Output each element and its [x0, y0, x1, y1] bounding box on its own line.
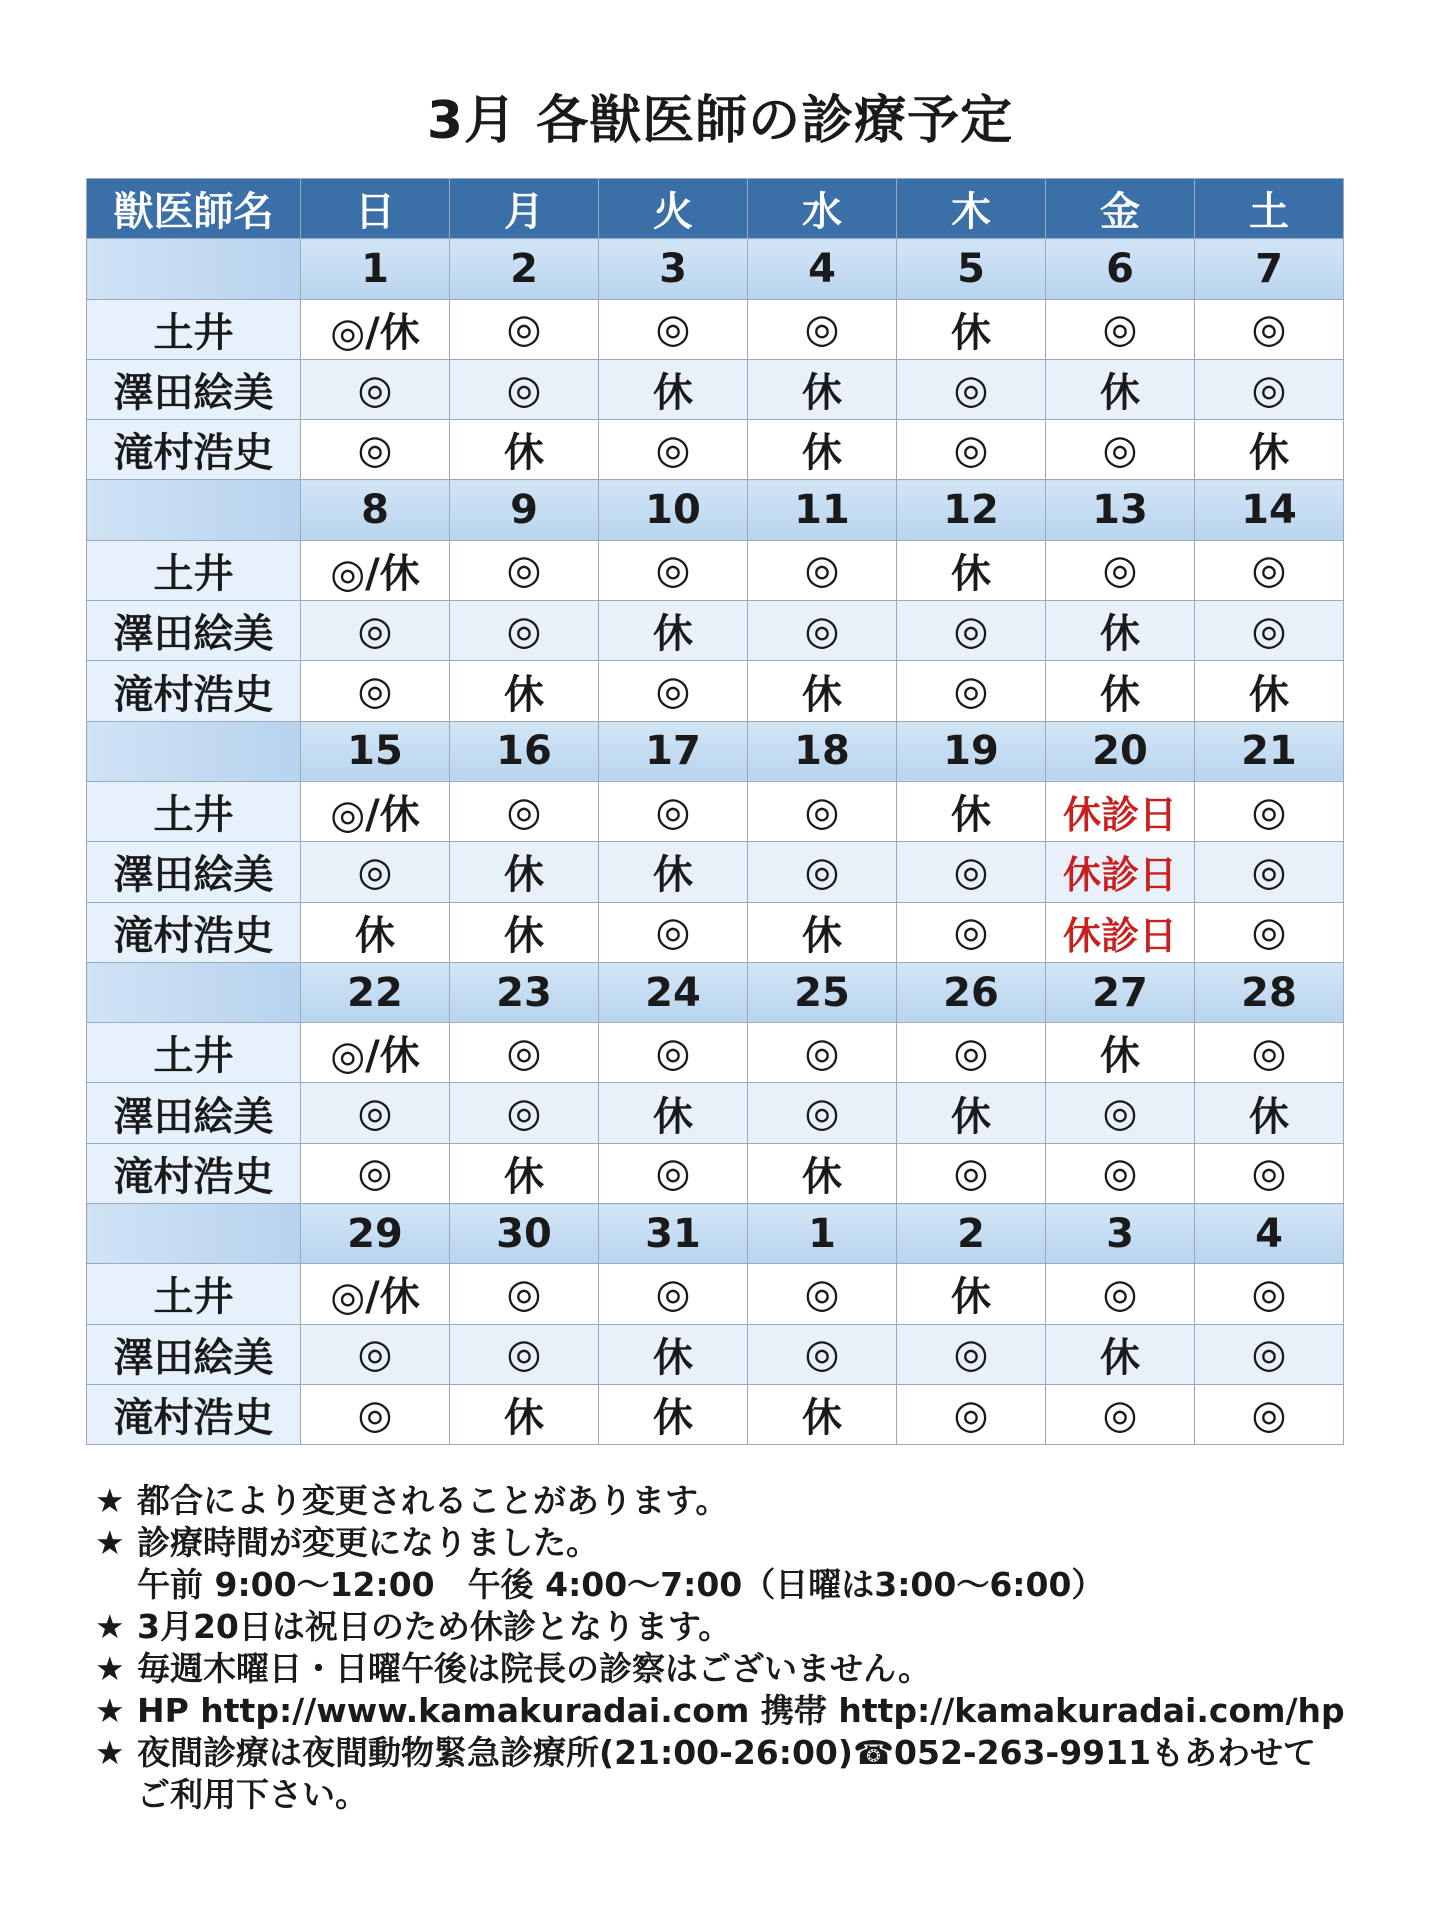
date-cell: 1: [301, 239, 450, 299]
schedule-cell: ◎: [301, 1143, 450, 1203]
schedule-cell: ◎/休: [301, 299, 450, 359]
date-cell: 7: [1195, 239, 1344, 299]
schedule-cell: 休: [599, 1083, 748, 1143]
schedule-cell: ◎/休: [301, 540, 450, 600]
date-cell: 27: [1046, 962, 1195, 1022]
schedule-cell: ◎: [748, 1324, 897, 1384]
closed-day-cell: 休診日: [1046, 902, 1195, 962]
date-cell: 8: [301, 480, 450, 540]
schedule-cell: 休: [599, 1384, 748, 1444]
date-cell: 13: [1046, 480, 1195, 540]
schedule-cell: ◎: [301, 359, 450, 419]
note-text: 毎週木曜日・日曜午後は院長の診察はございません。: [137, 1649, 931, 1688]
note-text: ご利用下さい。: [137, 1775, 368, 1814]
schedule-cell: ◎: [1195, 1143, 1344, 1203]
vet-name: 滝村浩史: [87, 902, 301, 962]
schedule-cell: ◎: [748, 299, 897, 359]
schedule-cell: ◎: [748, 601, 897, 661]
header-mon: 月: [450, 179, 599, 239]
vet-row: [87, 1023, 1344, 1083]
schedule-cell: ◎: [599, 1143, 748, 1203]
vet-row: [87, 359, 1344, 419]
schedule-cell: ◎: [1195, 601, 1344, 661]
vet-row: [87, 540, 1344, 600]
schedule-cell: ◎: [599, 420, 748, 480]
note-text: 午前 9:00〜12:00 午後 4:00〜7:00（日曜は3:00〜6:00）: [137, 1565, 1105, 1604]
schedule-cell: 休: [450, 1384, 599, 1444]
date-cell: 21: [1195, 721, 1344, 781]
date-cell: 4: [748, 239, 897, 299]
schedule-cell: 休: [1046, 601, 1195, 661]
note-line: [95, 1480, 1355, 1522]
date-cell: 4: [1195, 1204, 1344, 1264]
star-icon: ★: [95, 1523, 125, 1562]
schedule-cell: ◎: [1046, 540, 1195, 600]
vet-row: [87, 1143, 1344, 1203]
date-row: [87, 721, 1344, 781]
schedule-cell: 休: [450, 902, 599, 962]
date-row: [87, 1204, 1344, 1264]
schedule-cell: ◎: [599, 781, 748, 841]
schedule-cell: 休: [748, 359, 897, 419]
header-vet-name: 獣医師名: [87, 179, 301, 239]
schedule-cell: ◎: [301, 601, 450, 661]
schedule-cell: 休: [748, 420, 897, 480]
schedule-cell: ◎: [1195, 1264, 1344, 1324]
schedule-cell: 休: [748, 661, 897, 721]
date-cell: 28: [1195, 962, 1344, 1022]
schedule-cell: 休: [1195, 661, 1344, 721]
header-wed: 水: [748, 179, 897, 239]
schedule-cell: ◎: [599, 1023, 748, 1083]
vet-row: [87, 1264, 1344, 1324]
schedule-cell: ◎: [450, 359, 599, 419]
vet-row: [87, 661, 1344, 721]
schedule-cell: ◎: [450, 540, 599, 600]
schedule-cell: ◎: [897, 1023, 1046, 1083]
header-row: [87, 179, 1344, 239]
schedule-cell: 休: [1195, 1083, 1344, 1143]
schedule-cell: ◎: [1195, 1384, 1344, 1444]
schedule-cell: 休: [450, 1143, 599, 1203]
schedule-cell: ◎: [1195, 359, 1344, 419]
note-text: 都合により変更されることがあります。: [137, 1481, 729, 1520]
schedule-cell: ◎: [301, 661, 450, 721]
schedule-cell: ◎: [450, 781, 599, 841]
schedule-cell: ◎: [748, 540, 897, 600]
schedule-cell: ◎: [748, 842, 897, 902]
schedule-cell: ◎: [1195, 781, 1344, 841]
schedule-cell: ◎: [450, 1083, 599, 1143]
date-cell: 23: [450, 962, 599, 1022]
date-cell: 18: [748, 721, 897, 781]
vet-row: [87, 902, 1344, 962]
vet-name: 澤田絵美: [87, 601, 301, 661]
vet-name: 滝村浩史: [87, 661, 301, 721]
date-cell: 20: [1046, 721, 1195, 781]
schedule-cell: 休: [1046, 1324, 1195, 1384]
page-title: 3月 各獣医師の診療予定: [426, 91, 1014, 151]
schedule-cell: ◎: [1195, 1023, 1344, 1083]
schedule-cell: ◎: [1046, 420, 1195, 480]
date-cell: 9: [450, 480, 599, 540]
date-cell: 29: [301, 1204, 450, 1264]
note-line: [95, 1606, 1355, 1648]
vet-name: 滝村浩史: [87, 420, 301, 480]
schedule-cell: ◎: [1195, 902, 1344, 962]
schedule-cell: ◎: [450, 1023, 599, 1083]
vet-row: [87, 601, 1344, 661]
note-text: 夜間診療は夜間動物緊急診療所(21:00-26:00)☎052-263-9911もあわせて: [137, 1733, 1317, 1772]
schedule-cell: ◎: [599, 661, 748, 721]
vet-name: 澤田絵美: [87, 1324, 301, 1384]
date-cell: 1: [748, 1204, 897, 1264]
schedule-cell: 休: [599, 1324, 748, 1384]
note-line: [95, 1732, 1355, 1774]
schedule-cell: ◎: [897, 902, 1046, 962]
header-fri: 金: [1046, 179, 1195, 239]
date-row-label: [87, 721, 301, 781]
schedule-cell: ◎: [599, 1264, 748, 1324]
schedule-cell: ◎: [1195, 1324, 1344, 1384]
schedule-cell: 休: [301, 902, 450, 962]
vet-name: 滝村浩史: [87, 1384, 301, 1444]
schedule-cell: 休: [599, 359, 748, 419]
date-row-label: [87, 239, 301, 299]
schedule-cell: ◎: [1046, 1384, 1195, 1444]
date-cell: 15: [301, 721, 450, 781]
note-line: [95, 1522, 1355, 1564]
date-cell: 30: [450, 1204, 599, 1264]
note-line: [95, 1774, 1355, 1816]
schedule-cell: ◎/休: [301, 1264, 450, 1324]
schedule-cell: ◎: [1046, 1264, 1195, 1324]
notes-section: [95, 1480, 1355, 1816]
schedule-cell: ◎: [1046, 299, 1195, 359]
schedule-cell: 休: [897, 540, 1046, 600]
schedule-cell: ◎: [450, 1324, 599, 1384]
date-cell: 10: [599, 480, 748, 540]
schedule-cell: ◎: [1195, 540, 1344, 600]
note-line: [95, 1648, 1355, 1690]
note-text: 3月20日は祝日のため休診となります。: [137, 1607, 732, 1646]
schedule-body: [87, 239, 1344, 1445]
schedule-cell: ◎: [301, 1324, 450, 1384]
schedule-cell: 休: [450, 842, 599, 902]
date-cell: 22: [301, 962, 450, 1022]
header-thu: 木: [897, 179, 1046, 239]
schedule-cell: ◎: [301, 420, 450, 480]
schedule-cell: ◎: [897, 359, 1046, 419]
schedule-cell: ◎: [1046, 1143, 1195, 1203]
schedule-cell: 休: [450, 420, 599, 480]
date-row: [87, 962, 1344, 1022]
star-icon: ★: [95, 1607, 125, 1646]
date-cell: 3: [1046, 1204, 1195, 1264]
star-icon: ★: [95, 1481, 125, 1520]
date-row: [87, 239, 1344, 299]
vet-row: [87, 842, 1344, 902]
schedule-cell: ◎: [748, 1083, 897, 1143]
schedule-cell: ◎: [748, 1264, 897, 1324]
date-cell: 12: [897, 480, 1046, 540]
schedule-cell: 休: [1046, 1023, 1195, 1083]
schedule-cell: ◎: [748, 1023, 897, 1083]
date-row-label: [87, 962, 301, 1022]
vet-row: [87, 1324, 1344, 1384]
vet-row: [87, 1384, 1344, 1444]
schedule-cell: ◎: [1046, 1083, 1195, 1143]
note-line: [95, 1690, 1355, 1732]
schedule-cell: 休: [897, 1083, 1046, 1143]
header-sat: 土: [1195, 179, 1344, 239]
schedule-cell: 休: [897, 781, 1046, 841]
star-icon: [95, 1564, 137, 1606]
star-icon: ★: [95, 1733, 125, 1772]
note-line: [95, 1564, 1355, 1606]
vet-name: 土井: [87, 1264, 301, 1324]
header-sun: 日: [301, 179, 450, 239]
vet-name: 澤田絵美: [87, 842, 301, 902]
schedule-cell: ◎: [450, 299, 599, 359]
vet-name: 土井: [87, 540, 301, 600]
schedule-cell: ◎: [897, 1143, 1046, 1203]
date-cell: 2: [450, 239, 599, 299]
date-cell: 3: [599, 239, 748, 299]
schedule-cell: ◎: [1195, 299, 1344, 359]
schedule-cell: 休: [897, 1264, 1046, 1324]
schedule-cell: 休: [1046, 359, 1195, 419]
date-cell: 2: [897, 1204, 1046, 1264]
closed-day-cell: 休診日: [1046, 781, 1195, 841]
schedule-cell: ◎: [897, 601, 1046, 661]
schedule-cell: 休: [748, 902, 897, 962]
schedule-cell: ◎: [599, 540, 748, 600]
schedule-cell: ◎: [301, 842, 450, 902]
closed-day-cell: 休診日: [1046, 842, 1195, 902]
schedule-cell: ◎: [748, 781, 897, 841]
schedule-cell: ◎: [450, 601, 599, 661]
schedule-cell: 休: [599, 842, 748, 902]
schedule-cell: ◎: [897, 1384, 1046, 1444]
date-cell: 31: [599, 1204, 748, 1264]
vet-name: 土井: [87, 299, 301, 359]
header-tue: 火: [599, 179, 748, 239]
date-cell: 26: [897, 962, 1046, 1022]
vet-name: 滝村浩史: [87, 1143, 301, 1203]
date-cell: 16: [450, 721, 599, 781]
schedule-cell: 休: [1046, 661, 1195, 721]
star-icon: ★: [95, 1649, 125, 1688]
vet-row: [87, 420, 1344, 480]
vet-name: 土井: [87, 781, 301, 841]
schedule-cell: ◎/休: [301, 1023, 450, 1083]
note-text: 診療時間が変更になりました。: [137, 1523, 599, 1562]
date-row: [87, 480, 1344, 540]
schedule-cell: ◎/休: [301, 781, 450, 841]
date-row-label: [87, 480, 301, 540]
date-cell: 6: [1046, 239, 1195, 299]
schedule-cell: ◎: [599, 902, 748, 962]
vet-row: [87, 781, 1344, 841]
schedule-table: [86, 178, 1344, 1445]
note-text: HP http://www.kamakuradai.com 携帯 http://kamakuradai.com/hp: [137, 1691, 1345, 1730]
schedule-cell: 休: [748, 1143, 897, 1203]
schedule-cell: 休: [1195, 420, 1344, 480]
date-row-label: [87, 1204, 301, 1264]
schedule-cell: ◎: [897, 842, 1046, 902]
vet-row: [87, 1083, 1344, 1143]
schedule-cell: ◎: [301, 1384, 450, 1444]
date-cell: 24: [599, 962, 748, 1022]
vet-name: 澤田絵美: [87, 359, 301, 419]
schedule-cell: 休: [748, 1384, 897, 1444]
vet-name: 土井: [87, 1023, 301, 1083]
vet-row: [87, 299, 1344, 359]
schedule-cell: ◎: [897, 661, 1046, 721]
star-icon: [95, 1774, 137, 1816]
date-cell: 11: [748, 480, 897, 540]
schedule-cell: ◎: [450, 1264, 599, 1324]
schedule-cell: 休: [450, 661, 599, 721]
schedule-cell: ◎: [1195, 842, 1344, 902]
schedule-cell: 休: [897, 299, 1046, 359]
date-cell: 17: [599, 721, 748, 781]
star-icon: ★: [95, 1691, 125, 1730]
schedule-cell: ◎: [599, 299, 748, 359]
schedule-cell: ◎: [897, 1324, 1046, 1384]
date-cell: 5: [897, 239, 1046, 299]
vet-name: 澤田絵美: [87, 1083, 301, 1143]
date-cell: 14: [1195, 480, 1344, 540]
date-cell: 25: [748, 962, 897, 1022]
schedule-cell: ◎: [301, 1083, 450, 1143]
date-cell: 19: [897, 721, 1046, 781]
schedule-cell: ◎: [897, 420, 1046, 480]
schedule-cell: 休: [599, 601, 748, 661]
